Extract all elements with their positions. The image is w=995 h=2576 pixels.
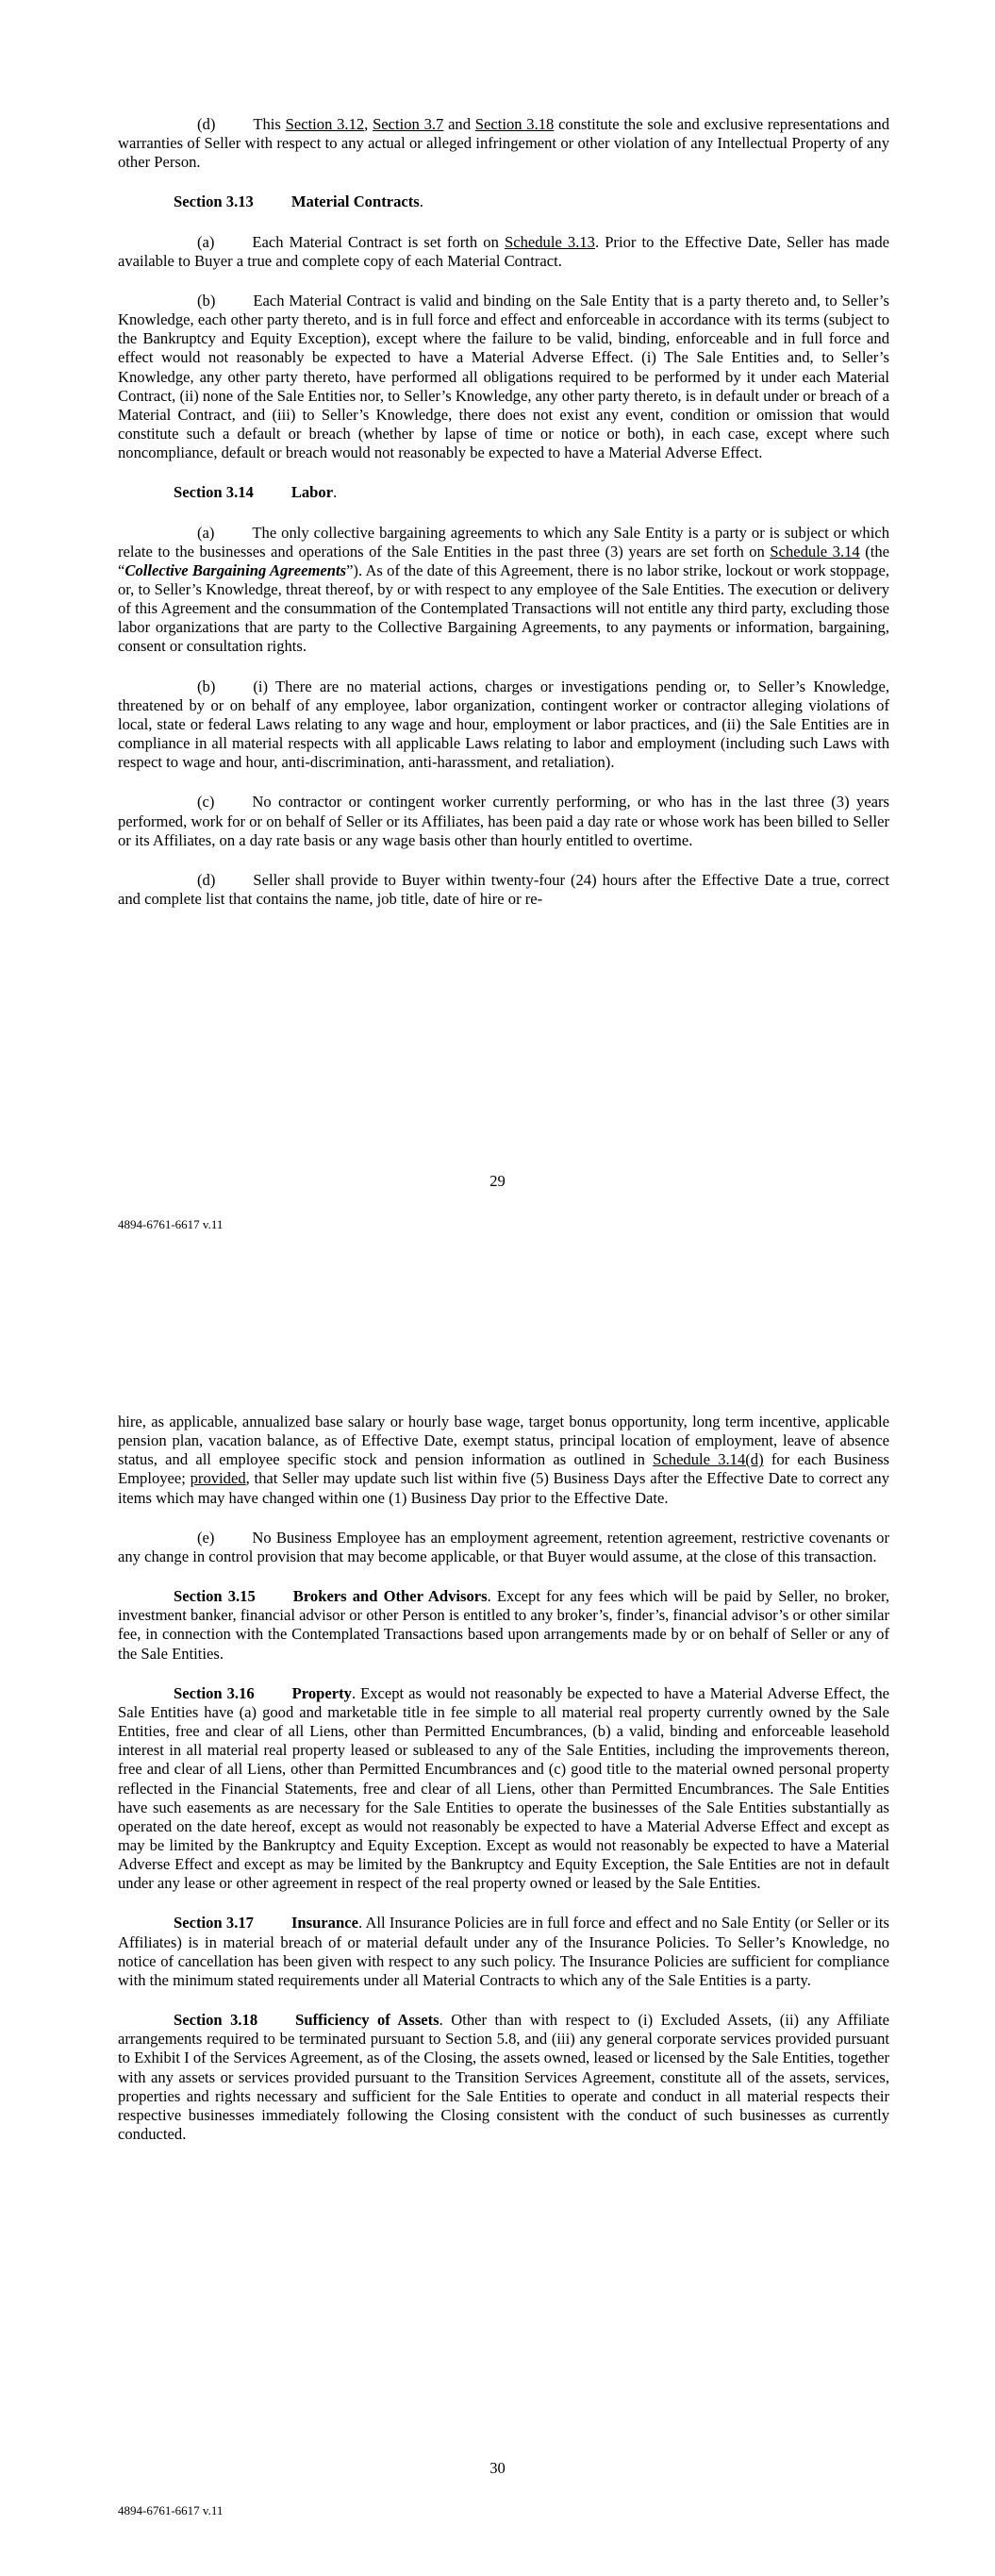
paragraph-3-14-d: (d) Seller shall provide to Buyer within twenty-four (24) hours after the Effective Date a true, correct and complete list that contains the name, job title, date of hire or re- xyxy=(118,870,889,908)
section-3-17: Section 3.17 Insurance. All Insurance Policies are in full force and effect and no Sale Entity (or Seller or its Affiliates) is in material breach of or material default under any of the Insurance Policies. To Seller’s Knowledge, no notice of cancellation has been given with respect to any such policy. The Insurance Policies are sufficient for compliance with the minimum stated requirements under all Material Contracts to which any of the Sale Entities is a party. xyxy=(118,1914,889,1989)
page-number: 29 xyxy=(489,1172,506,1190)
paragraph-3-14-b: (b) (i) There are no material actions, charges or investigations pending or, to Seller’s Knowledge, threatened by or on behalf of any employee, labor organization, contingent worker or contractor alleging violations of local, state or federal Laws relating to any wage and hour, employment or labor practices, and (ii) the Sale Entities are in compliance in all material respects with all applicable Laws relating to labor and employment (including such Laws with respect to wage and hour, anti-discrimination, anti-harassment, and retaliation). xyxy=(118,677,889,772)
page-30 xyxy=(0,1288,995,2576)
page-29-body xyxy=(118,115,889,929)
paragraph-3-14-e: (e) No Business Employee has an employment agreement, retention agreement, restrictive covenants or any change in control provision that may become applicable, or that Buyer would assume, at the close of this transaction. xyxy=(118,1528,889,1565)
section-3-18: Section 3.18 Sufficiency of Assets. Other than with respect to (i) Excluded Assets, (ii) any Affiliate arrangements required to be terminated pursuant to Section 5.8, and (iii) any general corporate services provided pursuant to Exhibit I of the Services Agreement, as of the Closing, the assets owned, leased or licensed by the Sale Entities, together with any assets or services provided pursuant to the Transition Services Agreement, constitute all of the assets, services, properties and rights necessary and sufficient for the Sale Entities to operate and conduct in all material respects their respective businesses immediately following the Closing consistent with the conduct of such businesses as currently conducted. xyxy=(118,2011,889,2143)
paragraph-3-13-b: (b) Each Material Contract is valid and binding on the Sale Entity that is a party thereto and, to Seller’s Knowledge, each other party thereto, and is in full force and effect and enforceable in accordance with its terms (subject to the Bankruptcy and Equity Exception), except where the failure to be valid, binding, enforceable and in full force and effect would not reasonably be expected to have a Material Adverse Effect. (i) The Sale Entities and, to Seller’s Knowledge, any other party thereto, have performed all obligations required to be performed by it under each Material Contract, (ii) none of the Sale Entities nor, to Seller’s Knowledge, any other party thereto, is in default under or breach of a Material Contract, and (iii) to Seller’s Knowledge, there does not exist any event, condition or omission that would constitute such a default or breach (whether by lapse of time or notice or both), in each case, except where such noncompliance, default or breach would not reasonably be expected to have a Material Adverse Effect. xyxy=(118,291,889,462)
paragraph-3-14-c: (c) No contractor or contingent worker currently performing, or who has in the last three (3) years performed, work for or on behalf of Seller or its Affiliates, has been paid a day rate or whose work has been billed to Seller or its Affiliates, on a day rate basis or any wage basis other than hourly entitled to overtime. xyxy=(118,793,889,849)
section-3-15: Section 3.15 Brokers and Other Advisors. Except for any fees which will be paid by Seller, no broker, investment banker, financial advisor or other Person is entitled to any broker’s, finder’s, financial advisor’s or other similar fee, in connection with the Contemplated Transactions based upon arrangements made by or on behalf of Seller or any of the Sale Entities. xyxy=(118,1587,889,1663)
document-id: 4894-6761-6617 v.11 xyxy=(118,2503,224,2517)
paragraph-3-12-d: (d) This Section 3.12, Section 3.7 and Section 3.18 constitute the sole and exclusive representations and warranties of Seller with respect to any actual or alleged infringement or other violation of any Intellectual Property of any other Person. xyxy=(118,115,890,172)
document-id: 4894-6761-6617 v.11 xyxy=(118,1217,224,1231)
page-number: 30 xyxy=(489,2459,506,2477)
schedule-3-14-d-link: Schedule 3.14(d) xyxy=(653,1450,764,1469)
section-3-18-link: Section 3.18 xyxy=(474,115,555,133)
section-3-16: Section 3.16 Property. Except as would not reasonably be expected to have a Material Adverse Effect, the Sale Entities have (a) good and marketable title in fee simple to all material real property currently owned by the Sale Entities, free and clear of all Liens, other than Permitted Encumbrances, (b) a valid, binding and enforceable leasehold interest in all material real property leased or subleased to any of the Sale Entities, including the improvements thereon, free and clear of all Liens, other than Permitted Encumbrances and (c) good title to the material owned personal property reflected in the Financial Statements, free and clear of all Liens, other than Permitted Encumbrances. The Sale Entities have such easements as are necessary for the Sale Entities to operate the businesses of the Sale Entities substantially as operated on the date hereof, except as would not reasonably be expected to have a Material Adverse Effect and except as may be limited by the Bankruptcy and Equity Exception. Except as would not reasonably be expected to have a Material Adverse Effect and except as may be limited by the Bankruptcy and Equity Exception, the Sale Entities are not in default under any lease or other agreement in respect of the real property owned or leased by the Sale Entities. xyxy=(118,1683,890,1893)
schedule-3-13-link: Schedule 3.13 xyxy=(504,232,595,251)
paragraph-3-13-a: (a) Each Material Contract is set forth on Schedule 3.13. Prior to the Effective Date, Seller has made available to Buyer a true and complete copy of each Material Contract. xyxy=(118,232,889,270)
schedule-3-14-link: Schedule 3.14 xyxy=(770,542,860,560)
section-3-14-heading: Section 3.14 Labor. xyxy=(174,483,338,502)
section-3-13-heading: Section 3.13 Material Contracts. xyxy=(174,192,423,211)
provided-term: provided xyxy=(190,1469,246,1488)
section-3-7-link: Section 3.7 xyxy=(373,115,444,133)
paragraph-3-14-d-continued: hire, as applicable, annualized base salary or hourly base wage, target bonus opportunity, long term incentive, applicable pension plan, vacation balance, as of Effective Date, exempt status, principal location of employment, leave of absence status, and all employee specific stock and pension information as outlined in Schedule 3.14(d) for each Business Employee; provided, that Seller may update such list within five (5) Business Days after the Effective Date to correct any items which may have changed within one (1) Business Day prior to the Effective Date. xyxy=(118,1413,889,1507)
paragraph-3-14-a: (a) The only collective bargaining agreements to which any Sale Entity is a party or is subject or which relate to the businesses and operations of the Sale Entities in the past three (3) years are set forth on Schedule 3.14 (the “Collective Bargaining Agreements”). As of the date of this Agreement, there is no labor strike, lockout or work stoppage, or, to Seller’s Knowledge, threat thereof, by or with respect to any employee of the Sale Entities. The execution or delivery of this Agreement and the consummation of the Contemplated Transactions will not entitle any third party, excluding those labor organizations that are party to the Collective Bargaining Agreements, to any payments or information, bargaining, consent or consultation rights. xyxy=(118,523,889,656)
section-3-12-link: Section 3.12 xyxy=(285,115,365,133)
page-30-body xyxy=(118,1413,889,2165)
defined-term: Collective Bargaining Agreements xyxy=(124,560,347,579)
